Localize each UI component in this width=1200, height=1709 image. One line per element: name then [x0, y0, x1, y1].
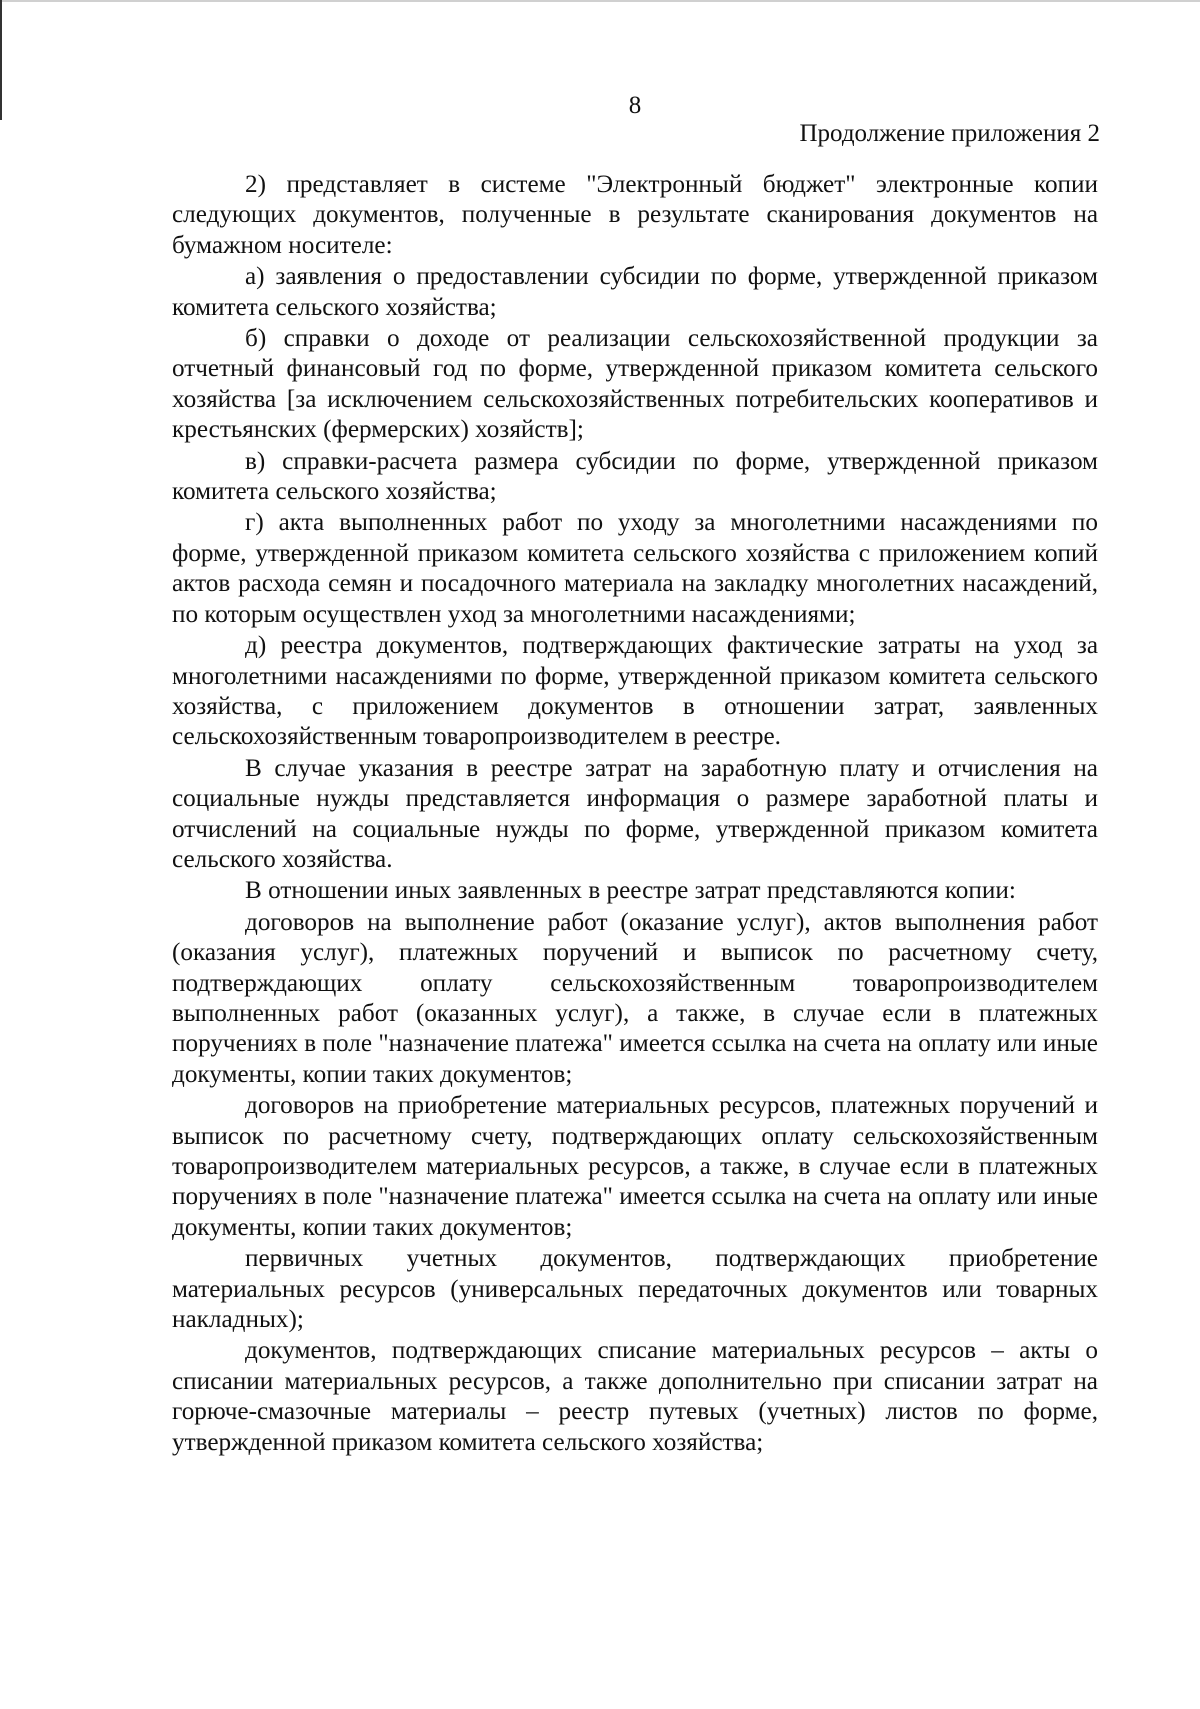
paragraph-material-contracts: договоров на приобретение материальных ресурсов, платежных поручений и выписок по расчетному счету, подтверждающих оплату сельскохозяйственным товаропроизводителем материальных ресурсов, а также, в случае если в платежных поручениях в поле "назначение платежа" имеется ссылка на счета на оплату или иные документы, копии таких документов;	[172, 1092, 1098, 1241]
appendix-continuation-label: Продолжение приложения 2	[799, 120, 1100, 147]
paragraph-subitem-g: г) акта выполненных работ по уходу за многолетними насаждениями по форме, утвержденной приказом комитета сельского хозяйства с приложением копий актов расхода семян и посадочного материала на закладку многолетних насаждений, по которым осуществлен уход за многолетними насаждениями;	[172, 509, 1098, 628]
paragraph-item-2: 2) представляет в системе "Электронный бюджет" электронные копии следующих документов, полученные в результате сканирования документов на бумажном носителе:	[172, 171, 1098, 259]
paragraph-subitem-d: д) реестра документов, подтверждающих фактические затраты на уход за многолетними насаждениями по форме, утвержденной приказом комитета сельского хозяйства, с приложением документов в отношении затрат, заявленных сельскохозяйственным товаропроизводителем в реестре.	[172, 632, 1098, 751]
scan-top-edge	[0, 0, 1200, 2]
paragraph-other-costs: В отношении иных заявленных в реестре затрат представляются копии:	[245, 877, 1016, 905]
paragraph-subitem-v: в) справки-расчета размера субсидии по форме, утвержденной приказом комитета сельского хозяйства;	[172, 447, 1098, 506]
paragraph-work-contracts: договоров на выполнение работ (оказание услуг), актов выполнения работ (оказания услуг), платежных поручений и выписок по расчетному счету, подтверждающих оплату сельскохозяйственным товаропроизводителем выполненных работ (оказанных услуг), а также, в случае если в платежных поручениях в поле "назначение платежа" имеется ссылка на счета на оплату или иные документы, копии таких документов;	[172, 908, 1098, 1088]
paragraph-write-off-documents: документов, подтверждающих списание материальных ресурсов – акты о списании материальных ресурсов, а также дополнительно при списании затрат на горюче-смазочные материалы – реестр путевых (учетных) листов по форме, утвержденной приказом комитета сельского хозяйства;	[172, 1337, 1098, 1456]
paragraph-salary-case: В случае указания в реестре затрат на заработную плату и отчисления на социальные нужды представляется информация о размере заработной платы и отчислений на социальные нужды по форме, утвержденной приказом комитета сельского хозяйства.	[172, 754, 1098, 873]
paragraph-subitem-b: б) справки о доходе от реализации сельскохозяйственной продукции за отчетный финансовый год по форме, утвержденной приказом комитета сельского хозяйства [за исключением сельскохозяйственных потребительских кооперативов и крестьянских (фермерских) хозяйств];	[172, 325, 1098, 444]
document-body	[172, 170, 1098, 1459]
paragraph-subitem-a: а) заявления о предоставлении субсидии по форме, утвержденной приказом комитета сельского хозяйства;	[172, 263, 1098, 321]
paragraph-primary-documents: первичных учетных документов, подтверждающих приобретение материальных ресурсов (универсальных передаточных документов или товарных накладных);	[172, 1245, 1098, 1334]
page-number: 8	[628, 92, 642, 119]
